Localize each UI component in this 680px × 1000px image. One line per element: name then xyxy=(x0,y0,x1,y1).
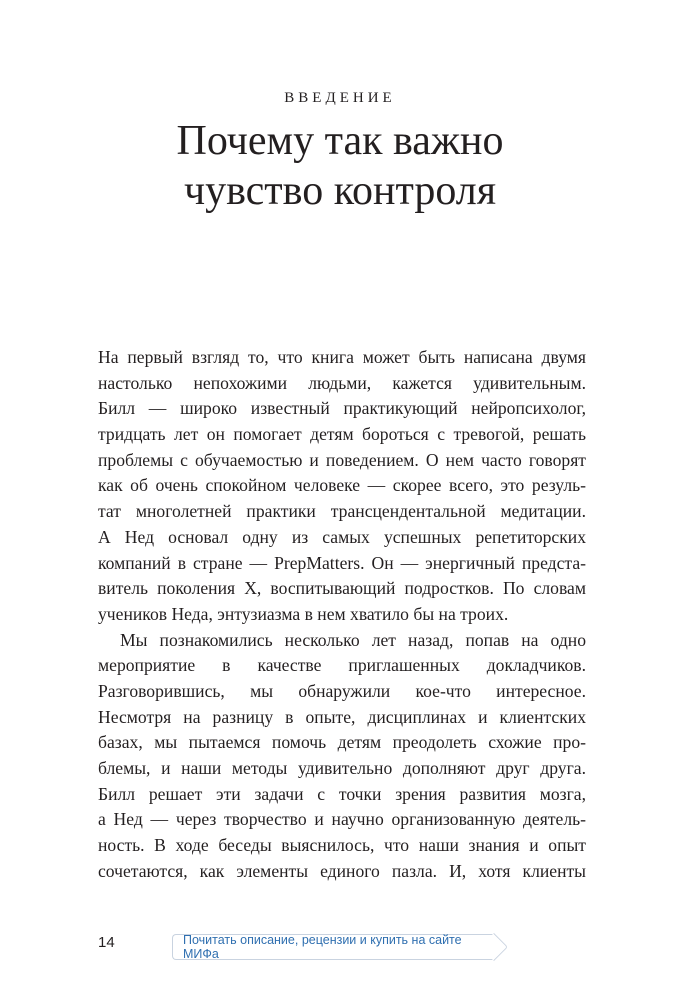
text-line: мероприятие в качестве приглашенных докладчиков. xyxy=(98,655,586,676)
text-line: Несмотря на разницу в опыте, дисциплинах и клиентских xyxy=(98,706,586,727)
text-line: Разговорившись, мы обнаружили кое-что интересное. xyxy=(98,680,586,701)
body-text xyxy=(98,345,586,884)
text-line: сочетаются, как элементы единого пазла. И, хотя клиенты xyxy=(98,860,586,881)
text-line: проблемы с обучаемостью и поведением. О нем часто говорят xyxy=(98,449,586,470)
text-line: а Нед — через творчество и научно организованную деятель- xyxy=(98,809,586,830)
text-line: Мы познакомились несколько лет назад, попав на одно xyxy=(120,629,586,650)
text-line: тат многолетней практики трансцендентальной медитации. xyxy=(98,501,586,522)
chapter-title-line: чувство контроля xyxy=(183,168,497,214)
chapter-title xyxy=(0,116,680,216)
page-number: 14 xyxy=(98,934,115,951)
chapter-label: ВВЕДЕНИЕ xyxy=(284,90,396,106)
chapter-title-line: Почему так важно xyxy=(176,118,504,164)
text-line: как об очень спокойном человеке — скорее всего, это резуль- xyxy=(98,475,586,496)
text-line: тридцать лет он помогает детям бороться с тревогой, решать xyxy=(98,424,586,445)
text-line: компаний в стране — PrepMatters. Он — энергичный предста- xyxy=(98,552,586,573)
text-line: базах, мы пытаемся помочь детям преодолеть схожие про- xyxy=(98,732,586,753)
text-line: учеников Неда, энтузиазма в нем хватило бы на троих. xyxy=(98,603,509,624)
text-line: На первый взгляд то, что книга может быть написана двумя xyxy=(98,347,586,367)
text-line: витель поколения Х, воспитывающий подростков. По словам xyxy=(98,578,586,599)
text-line: блемы, и наши методы удивительно дополняют друг друга. xyxy=(98,758,586,778)
text-line: Билл решает эти задачи с точки зрения развития мозга, xyxy=(98,783,586,804)
text-line: ность. В ходе беседы выяснилось, что наши знания и опыт xyxy=(98,835,586,856)
text-line: настолько непохожими людьми, кажется удивительным. xyxy=(98,372,586,393)
promo-link-text: Почитать описание, рецензии и купить на сайте МИФа xyxy=(183,933,462,961)
promo-link[interactable] xyxy=(172,934,494,960)
text-line: А Нед основал одну из самых успешных репетиторских xyxy=(98,526,586,547)
text-line: Билл — широко известный практикующий нейропсихолог, xyxy=(98,398,586,419)
